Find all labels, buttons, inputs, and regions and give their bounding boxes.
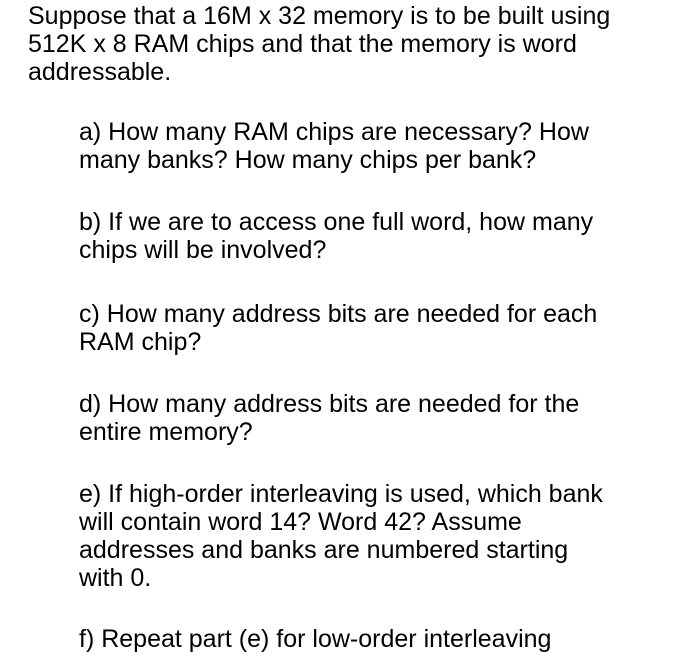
question-e: e) If high-order interleaving is used, which bank will contain word 14? Word 42? Assume addresses and banks are numbered starting with 0. [79,480,603,592]
question-c: c) How many address bits are needed for each RAM chip? [79,300,598,356]
question-a: a) How many RAM chips are necessary? How many banks? How many chips per bank? [79,118,589,174]
question-b: b) If we are to access one full word, how many chips will be involved? [79,208,594,264]
question-d: d) How many address bits are needed for the entire memory? [79,390,580,446]
problem-intro: Suppose that a 16M x 32 memory is to be built using 512K x 8 RAM chips and that the memory is word addressable. [28,2,611,86]
question-f: f) Repeat part (e) for low-order interleaving [79,625,552,653]
